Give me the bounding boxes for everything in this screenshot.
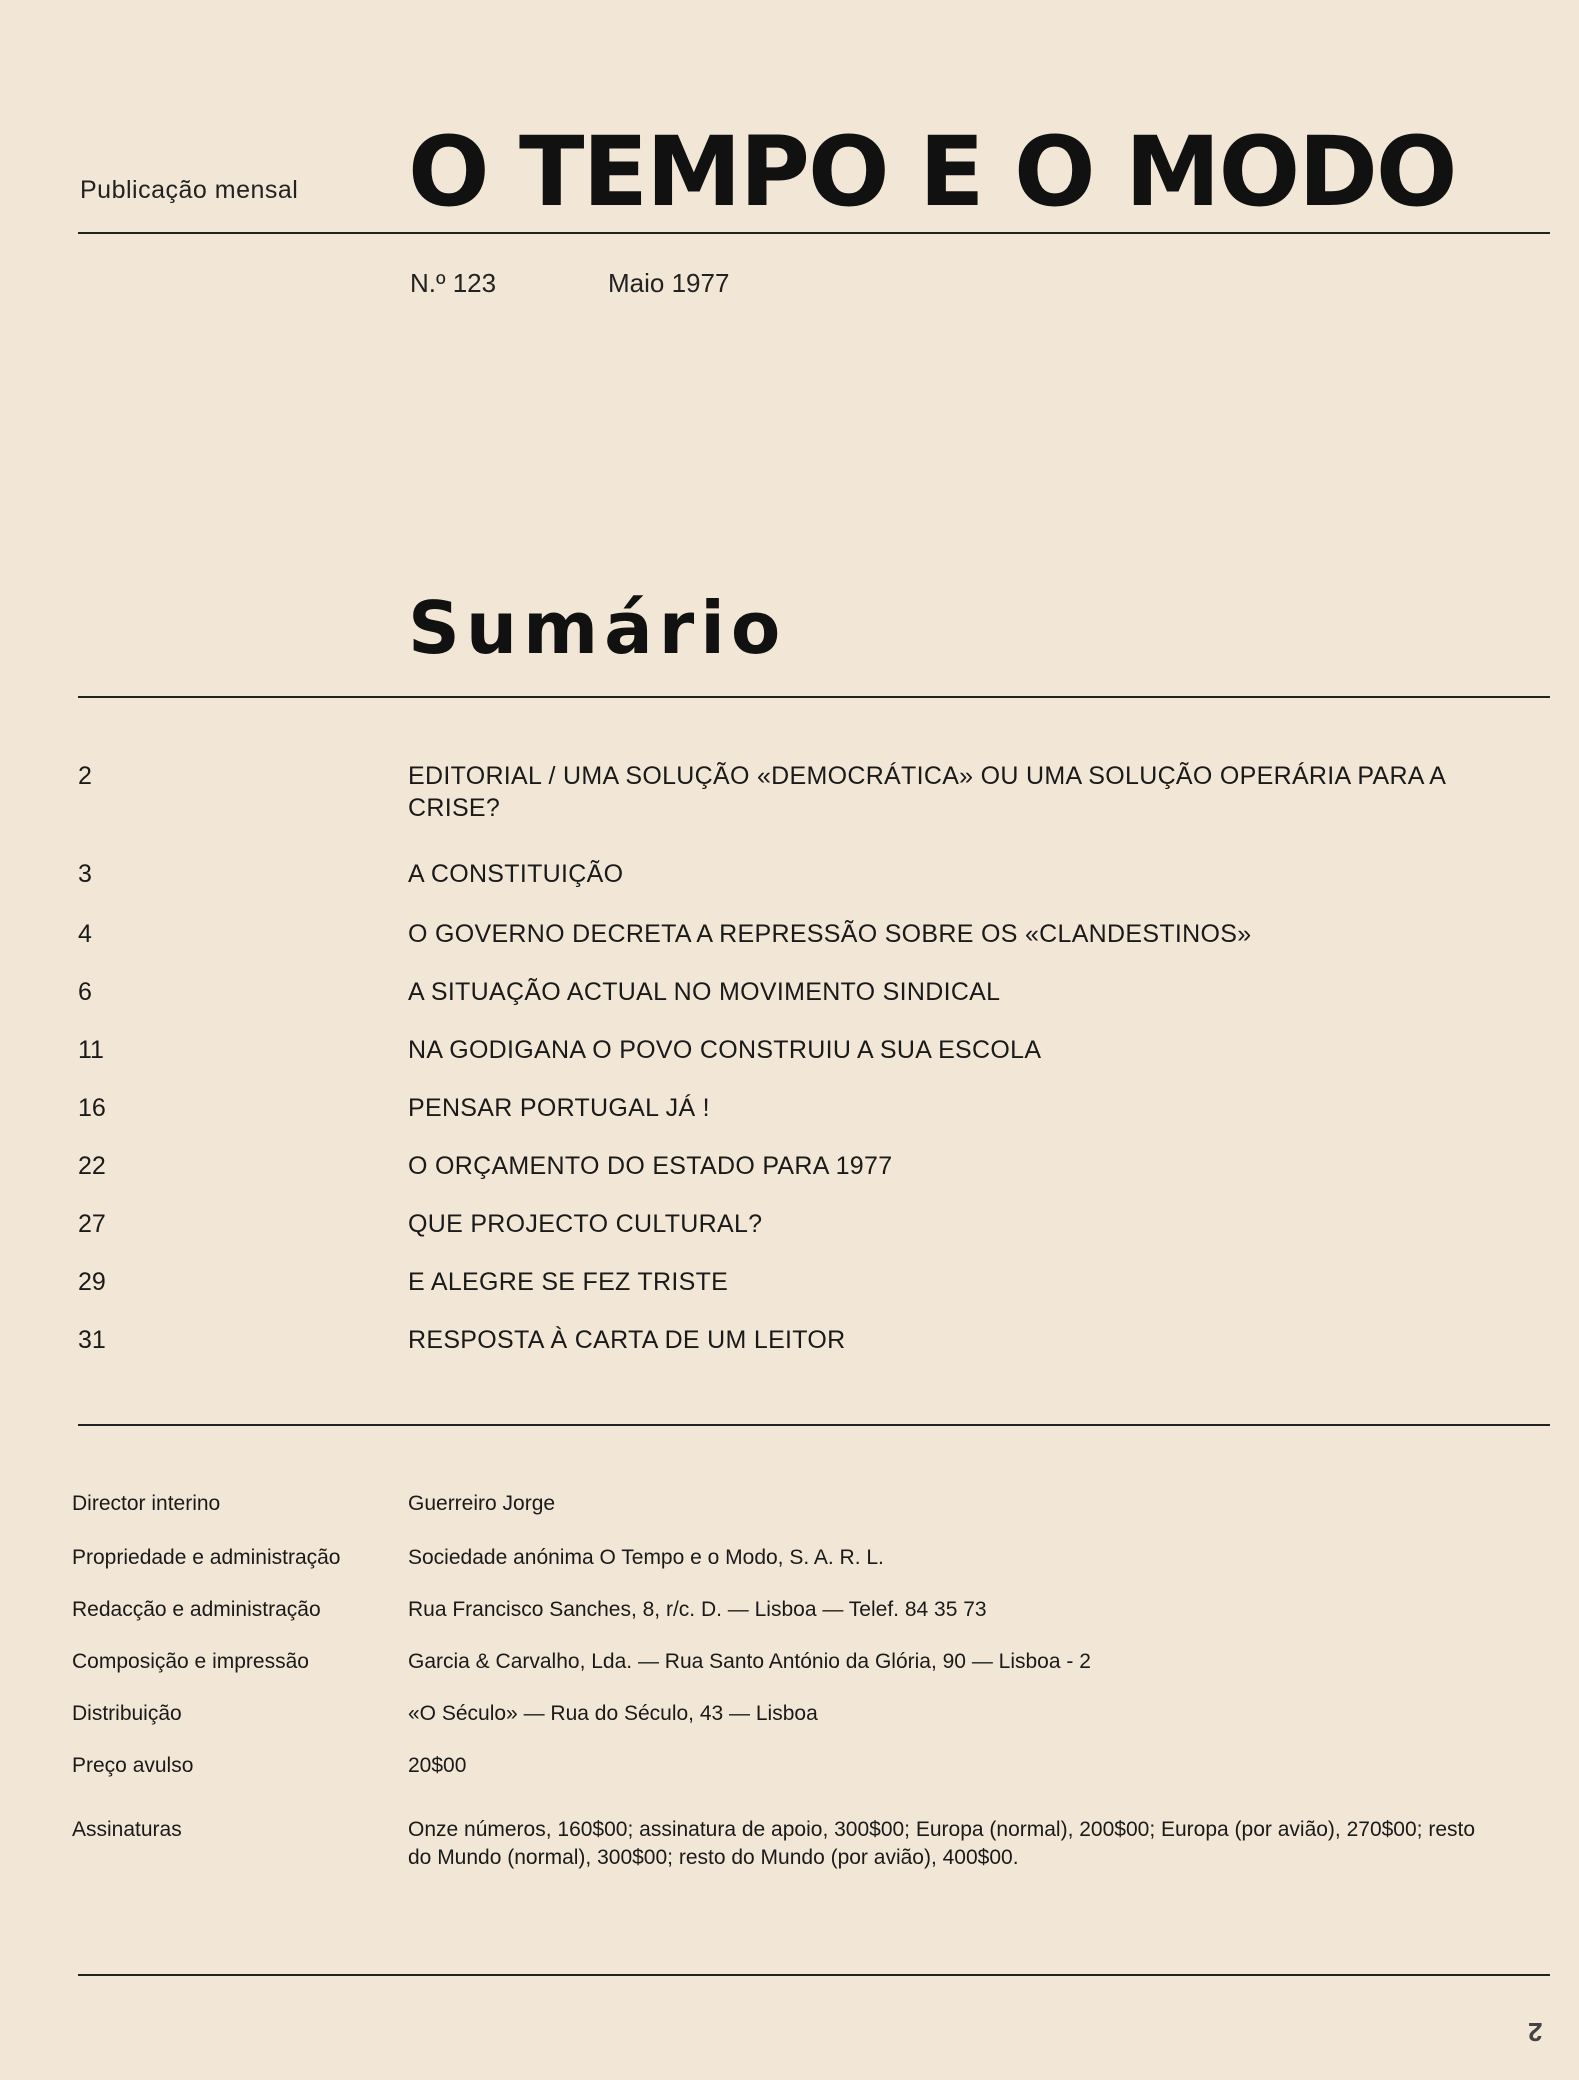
colophon-label: Propriedade e administração bbox=[72, 1546, 341, 1569]
toc-title: O ORÇAMENTO DO ESTADO PARA 1977 bbox=[408, 1152, 893, 1180]
toc-page-number: 3 bbox=[78, 860, 92, 888]
colophon-value: «O Século» — Rua do Século, 43 — Lisboa bbox=[408, 1702, 818, 1725]
summary-top-rule bbox=[78, 696, 1550, 698]
colophon-value: Guerreiro Jorge bbox=[408, 1492, 556, 1515]
colophon-label: Assinaturas bbox=[72, 1818, 182, 1841]
toc-title: QUE PROJECTO CULTURAL? bbox=[408, 1210, 763, 1238]
colophon-label: Composição e impressão bbox=[72, 1650, 309, 1673]
toc-title: O GOVERNO DECRETA A REPRESSÃO SOBRE OS «CLANDESTINOS» bbox=[408, 920, 1252, 948]
colophon-value: Onze números, 160$00; assinatura de apoio, 300$00; Europa (normal), 200$00; Europa (por avião), 270$00; resto do Mundo (normal), 300$00; resto do Mundo (por avião), 400$00. bbox=[408, 1818, 1476, 1869]
toc-page-number: 11 bbox=[78, 1036, 104, 1064]
toc-page-number: 29 bbox=[78, 1268, 106, 1296]
colophon-label: Preço avulso bbox=[72, 1754, 194, 1777]
toc-title: A CONSTITUIÇÃO bbox=[408, 860, 624, 888]
masthead-rule bbox=[78, 232, 1550, 234]
bottom-rule bbox=[78, 1974, 1550, 1976]
toc-page-number: 27 bbox=[78, 1210, 106, 1238]
colophon-value: Garcia & Carvalho, Lda. — Rua Santo António da Glória, 90 — Lisboa - 2 bbox=[408, 1650, 1091, 1673]
issue-number: N.º 123 bbox=[410, 268, 497, 298]
toc-page-number: 6 bbox=[78, 978, 92, 1006]
toc-title: NA GODIGANA O POVO CONSTRUIU A SUA ESCOLA bbox=[408, 1036, 1042, 1064]
toc-title: A SITUAÇÃO ACTUAL NO MOVIMENTO SINDICAL bbox=[408, 978, 1001, 1006]
toc-page-number: 22 bbox=[78, 1152, 106, 1180]
toc-page-number: 16 bbox=[78, 1094, 106, 1122]
colophon-value: Rua Francisco Sanches, 8, r/c. D. — Lisboa — Telef. 84 35 73 bbox=[408, 1598, 987, 1621]
colophon-top-rule bbox=[78, 1424, 1550, 1426]
toc-page-number: 2 bbox=[78, 762, 92, 790]
colophon-label: Redacção e administração bbox=[72, 1598, 321, 1621]
toc-page-number: 31 bbox=[78, 1326, 106, 1354]
issue-date: Maio 1977 bbox=[608, 268, 730, 298]
colophon-value: 20$00 bbox=[408, 1754, 467, 1777]
toc-title: PENSAR PORTUGAL JÁ ! bbox=[408, 1094, 710, 1122]
toc-title: E ALEGRE SE FEZ TRISTE bbox=[408, 1268, 729, 1296]
colophon-value: Sociedade anónima O Tempo e o Modo, S. A. R. L. bbox=[408, 1546, 884, 1569]
summary-heading: Sumário bbox=[408, 586, 787, 670]
toc-title: EDITORIAL / UMA SOLUÇÃO «DEMOCRÁTICA» OU UMA SOLUÇÃO OPERÁRIA PARA A CRISE? bbox=[408, 762, 1445, 822]
publication-label: Publicação mensal bbox=[80, 176, 299, 204]
colophon-label: Distribuição bbox=[72, 1702, 182, 1725]
page-folio: 2 bbox=[1528, 2017, 1543, 2047]
toc-title: RESPOSTA À CARTA DE UM LEITOR bbox=[408, 1326, 846, 1354]
toc-page-number: 4 bbox=[78, 920, 92, 948]
masthead-title: O TEMPO E O MODO bbox=[408, 116, 1456, 228]
colophon-label: Director interino bbox=[72, 1492, 221, 1515]
